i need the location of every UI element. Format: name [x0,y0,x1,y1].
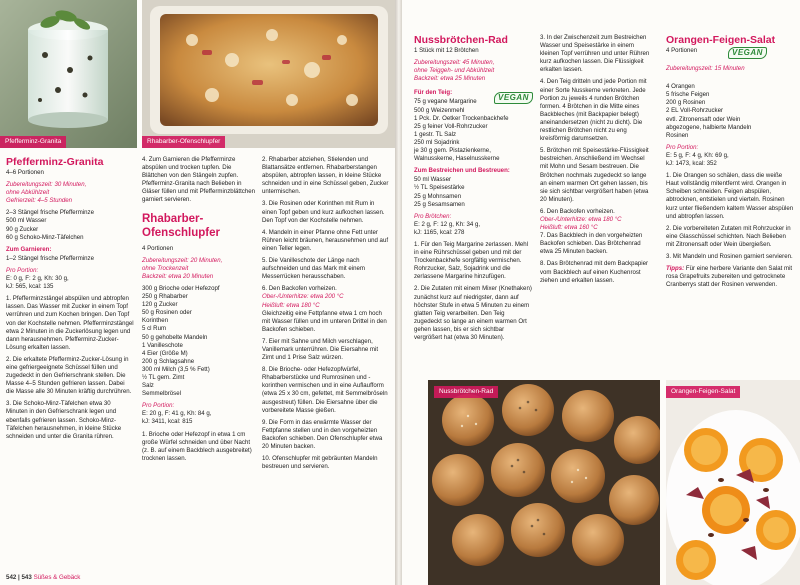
ingredient: 200 g Rosinen [666,99,706,107]
ingredient: 2–3 Stängel frische Pfefferminze [6,209,94,217]
ingredient: 250 ml Sojadrink [414,138,460,146]
ingredient: 250 g Rhabarber [142,293,188,301]
rhabarber-step: 9. Die Form in das erwärmte Wasser der Fettpfanne stellen und in den vorgeheizten Backofen schieben. Den Ofenschlupfer etwa 20 Minuten backen. [262,418,383,450]
ingredient: 1 Pck. Dr. Oetker Trockenbackhefe [414,114,509,122]
granita-step: 4. Zum Garnieren die Pfefferminze abspülen und trocken tupfen. Die Blättchen von den Stängeln zupfen. Pfefferminz-Granita nach Belieben in Gläser füllen und mit Pfefferminzblättchen garniert servieren. [142,156,256,204]
granita-step: 1. Pfefferminzstängel abspülen und abtropfen lassen. Das Wasser mit Zucker in einem Topf verrühren und zum Kochen bringen. Den Topf von der Kochstelle nehmen. Pfefferminzstängel etwa 2 Minuten in die Zuckerlösung legen und dann herausnehmen. Pfefferminz-Zucker-Lösung erkalten lassen. [6,295,134,351]
rhabarber-step: 5. Die Vanilleschote der Länge nach aufschneiden und das Mark mit einem Messerrücken herausschaben. [262,257,365,281]
ingredient: Semmelbrösel [142,390,181,398]
ingredient: 500 ml Wasser [6,217,47,225]
ingredient: 25 g feiner Voll-Rohrzucker [414,122,488,130]
nuss-illustration [428,380,660,585]
rhabarber-ingredients [142,285,257,398]
ingredient: 5 frische Feigen [666,91,710,99]
nuss-step: 7. Das Backblech in den vorgeheizten Backofen schieben. Das Brötchenrad etwa 25 Minuten backen. [540,232,643,256]
orangen-photo [666,380,800,585]
orangen-tip-text: Für eine herbere Variante den Salat mit rosa Grapefruits zubereiten und getrocknete Cranberrys statt der Rosinen verwenden. [666,265,793,289]
nuss-step: 5. Brötchen mit Speisestärke-Flüssigkeit bestreichen. Anschließend im Wechsel mit Mohn und Sesam bestreuen. Die Brötchen nochmals zugedeckt so lange an einem warmen Ort gehen lassen, bis sie sich sichtbar vergrößert haben (etwa 20 Minuten). [540,147,649,203]
rhabarber-title-2: Ofenschlupfer [142,227,220,240]
rhabarber-step: 10. Ofenschlupfer mit gebräunten Mandeln bestreuen und servieren. [262,455,378,471]
ingredient: 200 g Schlagsahne [142,357,195,365]
orangen-step: 3. Mit Mandeln und Rosinen garniert servieren. [666,252,793,260]
nuss-step: 3. In der Zwischenzeit zum Bestreichen Wasser und Speisestärke in einem kleinen Topf verrühren und unter Rühren kurz aufkochen lassen. Die Flüssigkeit erkalten lassen. [540,34,650,74]
rhabarber-temp-2: Heißluft: etwa 180 °C [262,301,320,309]
nuss-dough-ingredients [414,98,532,163]
orangen-tip-heading: Tipps: [666,265,685,273]
rhabarber-title-1: Rhabarber- [142,212,204,225]
ingredient: 25 g Sesamsamen [414,200,465,208]
nuss-time-3: Backzeit: etwa 25 Minuten [414,75,486,83]
nuss-servings: 1 Stück mit 12 Brötchen [414,47,479,54]
ingredient: 4 Eier (Größe M) [142,349,188,357]
section-name: Süßes & Gebäck [33,574,81,581]
orangen-illustration [666,380,800,585]
ingredient: 300 ml Milch (3,5 % Fett) [142,365,210,373]
nuss-step: 2. Die Zutaten mit einem Mixer (Knethaken) zunächst kurz auf niedrigster, dann auf höchster Stufe in etwa 5 Minuten zu einem glatten Teig verarbeiten. Den Teig zugedeckt so lange an einem warmen Ort gehen lassen, bis er sich sichtbar vergrößert hat (etwa 30 Minuten). [414,285,532,341]
granita-time-3: Gefrierzeit: 4–5 Stunden [6,197,73,205]
granita-garnish: 1–2 Stängel frische Pfefferminze [6,254,94,262]
rhabarber-illustration [142,0,395,148]
ingredient: je 30 g gem. Pistazienkerne, [414,147,491,155]
nuss-brush-ingredients [414,176,532,208]
rhabarber-step: 4. Mandeln in einer Pfanne ohne Fett unter Rühren leicht bräunen, herausnehmen und auf einen Teller legen. [262,228,389,252]
ingredient: evtl. Zitronensaft oder Wein [666,115,741,123]
orangen-time-1: Zubereitungszeit: 15 Minuten [666,65,745,73]
nuss-vegan-badge [494,92,533,104]
orangen-nutrition-2: kJ: 1473, kcal: 352 [666,160,717,168]
granita-time-2: ohne Abkühlzeit [6,189,50,197]
nuss-temp-1: Ober-/Unterhitze: etwa 180 °C [540,215,622,223]
granita-photo [0,0,137,148]
nuss-photo [428,380,660,585]
granita-step: 3. Die Schoko-Minz-Täfelchen etwa 30 Minuten in den Gefrierschrank legen und ebenfalls gefrieren lassen. Schoko-Minz-Täfelchen herausnehmen, in kleine Stücke schneiden und unter die Granita rühren. [6,400,122,440]
ingredient: abgezogene, halbierte Mandeln [666,123,752,131]
ingredient: 60 g Schoko-Minz-Täfelchen [6,233,84,241]
rhabarber-step: 6. Den Backofen vorheizen. [262,285,337,293]
orangen-vegan-badge [728,47,767,59]
rhabarber-time-2: ohne Trockenzeit [142,264,189,272]
ingredient: 50 ml Wasser [414,176,452,184]
nuss-brush-heading: Zum Bestreichen und Bestreuen: [414,167,510,175]
rhabarber-step: 1. Brioche oder Hefezopf in etwa 1 cm große Würfel schneiden und über Nacht (z. B. auf einem Backblech ausgebreitet) trocknen lassen. [142,430,252,462]
nuss-nutrition-heading: Pro Brötchen: [414,212,452,220]
rhabarber-step: 7. Eier mit Sahne und Milch verschlagen, Vanillemark unterrühren. Die Eiersahne mit Zimt und 1 Prise Salz würzen. [262,337,379,362]
granita-nutrition-1: E: 0 g, F: 2 g, Kh: 30 g, [6,275,69,283]
vegan-label: VEGAN [728,47,767,59]
orangen-step: 2. Die vorbereiteten Zutaten mit Rohrzucker in eine Glasschüssel schichten. Nach Belieben mit Zitronensaft oder Wein übergießen. [666,224,791,248]
rhabarber-photo [142,0,395,148]
granita-recipe [6,156,134,445]
orangen-servings: 4 Portionen [666,47,698,54]
granita-time-1: Zubereitungszeit: 30 Minuten, [6,181,87,189]
ingredient: Walnusskerne, Haselnusskerne [414,155,500,163]
orangen-title: Orangen-Feigen-Salat [666,34,776,46]
nuss-steps [540,34,654,289]
ingredient: 500 g Weizenmehl [414,106,465,114]
ingredient: 50 g Rosinen oder [142,309,192,317]
ingredient: 300 g Brioche oder Hefezopf [142,284,220,292]
nuss-photo-caption: Nussbrötchen-Rad [434,386,498,398]
rhabarber-steps [262,156,390,475]
rhabarber-step: 8. Die Brioche- oder Hefezopfwürfel, Rhabarberstücke und Rumrosinen und -korinthen vermischen und in eine Auflaufform (etwa 25 x 30 cm, gefettet, mit Semmelbröseln ausgestreut) füllen. Die Eiersahne über die vorbereitete Masse gießen. [262,366,388,414]
granita-servings: 4–6 Portionen [6,169,44,176]
granita-ingredients [6,209,134,241]
nuss-title: Nussbrötchen-Rad [414,34,508,46]
ingredient: 1 Vanilleschote [142,341,183,349]
rhabarber-nutrition-2: kJ: 3411, kcal: 815 [142,418,193,426]
rhabarber-step: Gleichzeitig eine Fettpfanne etwa 1 cm hoch mit Wasser füllen und im unteren Drittel in den Backofen schieben. [262,309,387,333]
granita-title: Pfefferminz-Granita [6,156,104,168]
ingredient: 90 g Zucker [6,225,39,233]
orangen-photo-caption: Orangen-Feigen-Salat [666,386,740,398]
nuss-recipe [414,34,532,346]
left-page [0,0,395,585]
ingredient: 50 g gehobelte Mandeln [142,333,208,341]
orangen-nutrition-heading: Pro Portion: [666,143,699,151]
granita-step: 2. Die erkaltete Pfefferminz-Zucker-Lösung in eine gefriergeeignete Schüssel füllen und zugedeckt in den Gefrierschrank stellen. Die Masse 4–5 Stunden gefrieren lassen. Dabei die Masse alle 30 Minuten kräftig durchrühren. [6,355,132,396]
rhabarber-temp-1: Ober-/Unterhitze: etwa 200 °C [262,293,344,301]
rhabarber-time-3: Backzeit: etwa 20 Minuten [142,272,214,280]
ingredient: ½ TL Speisestärke [414,184,465,192]
ingredient: 2 EL Voll-Rohrzucker [666,107,724,115]
nuss-step: 4. Den Teig dritteln und jede Portion mit einer Sorte Nusskerne verkneten. Jede Portion zu jeweils 4 runden Brötchen formen. 4 Brötchen in die Mitte eines Backbleches (mit Backpapier belegt) aneinandersetzen (nicht zu dicht). Die restlichen Brötchen nicht zu eng kreisförmig darumsetzen. [540,78,647,143]
book-gutter [395,0,402,585]
nuss-temp-2: Heißluft: etwa 160 °C [540,224,598,232]
ingredient: 75 g vegane Margarine [414,98,477,106]
granita-nutrition-2: kJ: 565, kcal: 135 [6,283,54,291]
granita-illustration [0,0,137,148]
ingredient: Salz [142,382,154,390]
nuss-step: 8. Das Brötchenrad mit dem Backpapier vom Backblech auf einen Kuchenrost ziehen und erkalten lassen. [540,260,649,284]
rhabarber-step: 3. Die Rosinen oder Korinthen mit Rum in einen Topf geben und kurz aufkochen lassen. Den Topf von der Kochstelle nehmen. [262,200,385,224]
ingredient: 4 Orangen [666,83,695,91]
right-page [402,0,800,585]
rhabarber-servings: 4 Portionen [142,244,174,252]
nuss-nutrition-1: E: 2 g, F: 12 g, Kh: 34 g, [414,220,481,228]
granita-nutrition-heading: Pro Portion: [6,266,39,274]
vegan-label: VEGAN [494,92,533,104]
granita-garnish-heading: Zum Garnieren: [6,245,52,253]
rhabarber-step: 2. Rhabarber abziehen, Stielenden und Blattansätze entfernen. Rhabarberstangen abspülen, abtropfen lassen, in kleine Stücke schneiden und in eine Schüssel geben, Zucker untermischen. [262,156,389,196]
ingredient: ½ TL gem. Zimt [142,373,185,381]
orangen-recipe [666,34,794,293]
rhabarber-nutrition-1: E: 20 g, F: 41 g, Kh: 84 g, [142,410,212,418]
ingredient: 1 gestr. TL Salz [414,130,457,138]
rhabarber-nutrition-heading: Pro Portion: [142,402,175,410]
ingredient: 120 g Zucker [142,301,178,309]
nuss-time-2: ohne Teiggeh- und Abkühlzeit [414,67,495,75]
orangen-nutrition-1: E: 5 g, F: 4 g, Kh: 69 g, [666,151,729,159]
nuss-time-1: Zubereitungszeit: 45 Minuten, [414,59,495,67]
page-numbers: 542 | 543 [6,574,32,581]
nuss-nutrition-2: kJ: 1165, kcal: 278 [414,228,465,236]
ingredient: 25 g Mohnsamen [414,192,462,200]
orangen-tip [666,265,794,289]
orangen-step: 1. Die Orangen so schälen, dass die weiße Haut vollständig mitentfernt wird. Orangen in Scheiben schneiden. Feigen abspülen, abtrocknen, entstielen und vierteln. Rosinen kurz unter fließendem kaltem Wasser abspülen und abtropfen lassen. [666,172,794,220]
orangen-ingredients [666,83,794,140]
rhabarber-photo-caption: Rhabarber-Ofenschlupfer [142,136,225,148]
rhabarber-recipe [142,156,257,467]
nuss-step: 6. Den Backofen vorheizen. [540,207,615,215]
rhabarber-time-1: Zubereitungszeit: 20 Minuten, [142,256,223,264]
ingredient: Rosinen [666,131,689,139]
ingredient: 5 cl Rum [142,325,167,333]
nuss-dough-heading: Für den Teig: [414,89,453,97]
nuss-step: 1. Für den Teig Margarine zerlassen. Mehl in eine Rührschüssel geben und mit der Trockenbackhefe sorgfältig vermischen. Rohrzucker, Salz, Sojadrink und die zerlassene Margarine hinzufügen. [414,240,529,281]
granita-photo-caption: Pfefferminz-Granita [0,136,66,148]
page-footer [6,574,80,581]
ingredient: Korinthen [142,317,169,325]
